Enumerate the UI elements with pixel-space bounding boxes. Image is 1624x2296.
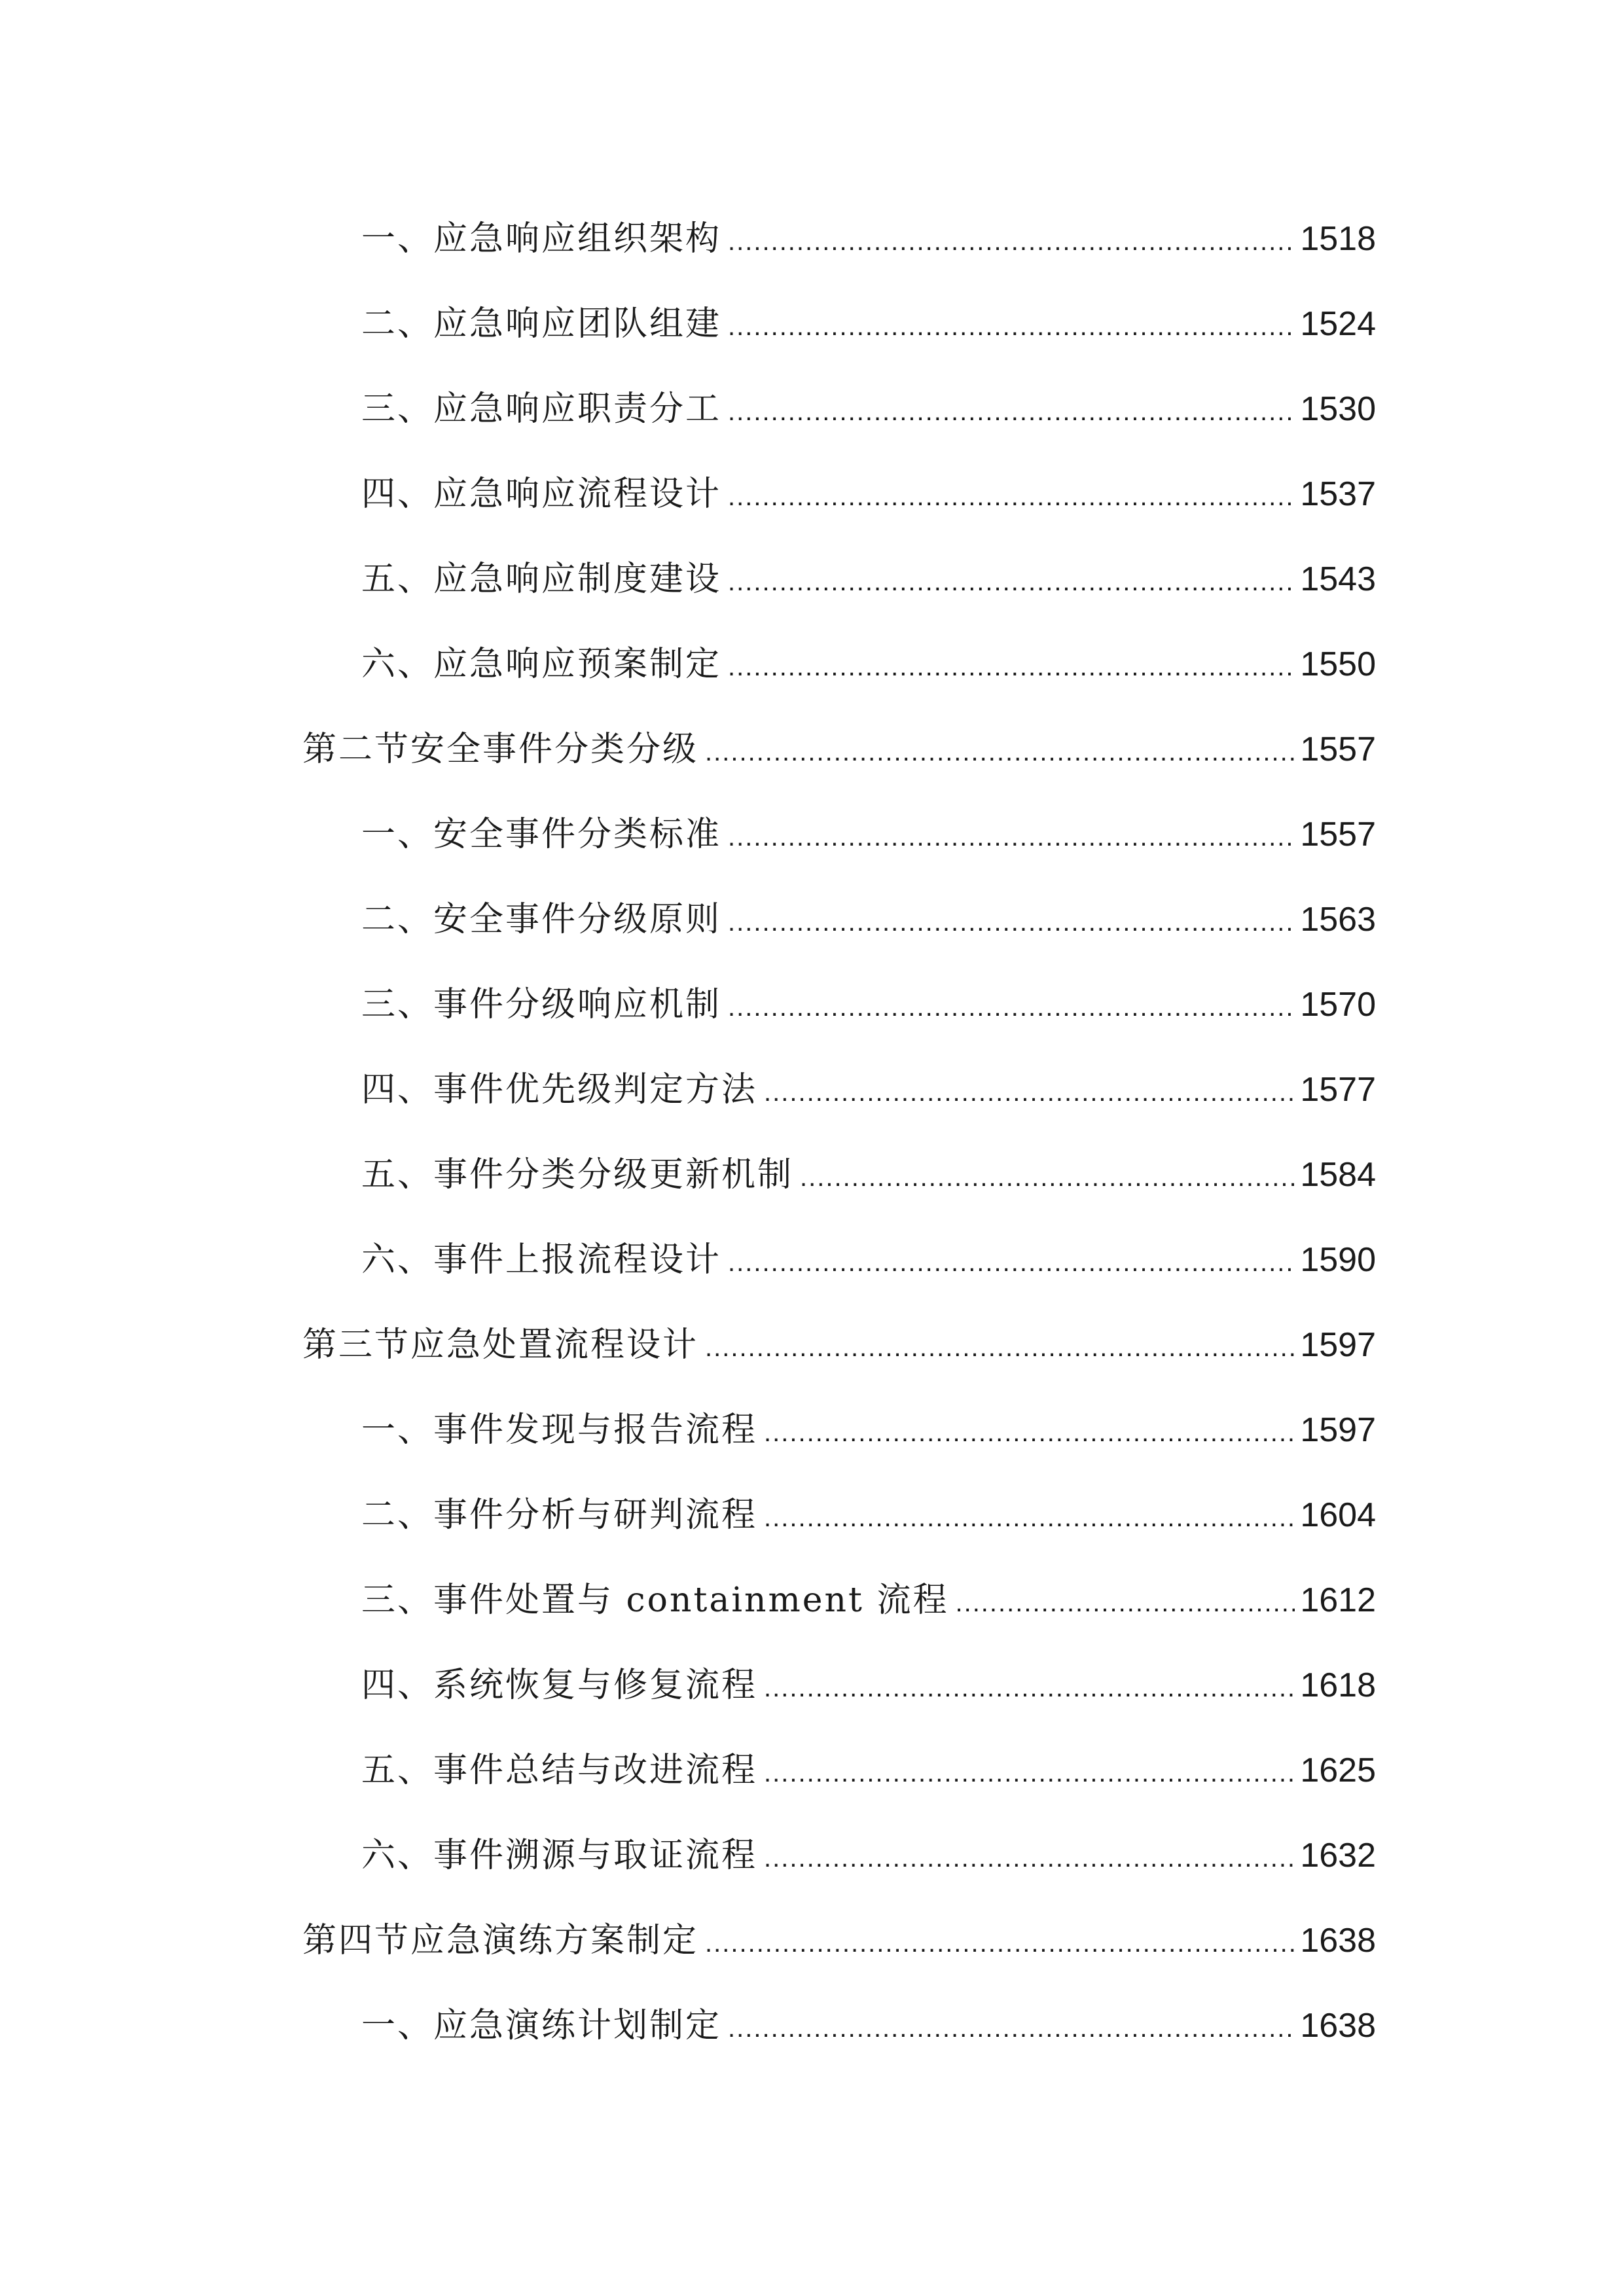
- toc-page-number: 1570: [1300, 986, 1376, 1024]
- toc-entry-title: 二、事件分析与研判流程: [361, 1496, 758, 1535]
- toc-entry-title: 四、应急响应流程设计: [361, 475, 722, 514]
- toc-page-number: 1597: [1300, 1411, 1376, 1449]
- toc-page-number: 1557: [1300, 730, 1376, 768]
- toc-subsection-entry[interactable]: [302, 1577, 1376, 1662]
- toc-dot-leader: [728, 219, 1295, 264]
- toc-dot-leader: [705, 1325, 1295, 1371]
- toc-dot-leader: [705, 1920, 1295, 1966]
- toc-subsection-entry[interactable]: [302, 1748, 1376, 1833]
- toc-subsection-entry[interactable]: [302, 1237, 1376, 1322]
- toc-page-number: 1638: [1300, 1922, 1376, 1960]
- toc-dot-leader: [728, 304, 1295, 350]
- toc-page-number: 1524: [1300, 305, 1376, 343]
- toc-page-number: 1618: [1300, 1666, 1376, 1704]
- toc-entry-title: 一、应急响应组织架构: [361, 219, 722, 259]
- toc-entry-title: 第二节安全事件分类分级: [302, 730, 699, 769]
- toc-dot-leader: [955, 1580, 1295, 1626]
- toc-page-number: 1577: [1300, 1071, 1376, 1109]
- toc-page-number: 1537: [1300, 475, 1376, 513]
- toc-dot-leader: [728, 814, 1295, 860]
- toc-page-number: 1543: [1300, 560, 1376, 598]
- toc-subsection-entry[interactable]: [302, 2003, 1376, 2088]
- toc-page-number: 1518: [1300, 220, 1376, 258]
- toc-dot-leader: [764, 1835, 1295, 1881]
- toc-subsection-entry[interactable]: [302, 1152, 1376, 1237]
- toc-dot-leader: [764, 1665, 1295, 1711]
- toc-page-number: 1597: [1300, 1326, 1376, 1364]
- toc-dot-leader: [764, 1069, 1295, 1115]
- toc-subsection-entry[interactable]: [302, 1492, 1376, 1577]
- toc-page-number: 1563: [1300, 901, 1376, 939]
- toc-subsection-entry[interactable]: [302, 1067, 1376, 1152]
- toc-entry-title: 六、应急响应预案制定: [361, 645, 722, 684]
- toc-subsection-entry[interactable]: [302, 471, 1376, 556]
- toc-entry-title: 第三节应急处置流程设计: [302, 1325, 699, 1365]
- toc-dot-leader: [728, 474, 1295, 520]
- toc-page-number: 1584: [1300, 1156, 1376, 1194]
- toc-page-number: 1604: [1300, 1496, 1376, 1534]
- toc-entry-title: 六、事件上报流程设计: [361, 1240, 722, 1280]
- toc-entry-title: 三、事件分级响应机制: [361, 985, 722, 1024]
- toc-dot-leader: [764, 1495, 1295, 1541]
- toc-dot-leader: [728, 389, 1295, 435]
- toc-dot-leader: [764, 1750, 1295, 1796]
- toc-page-number: 1557: [1300, 816, 1376, 853]
- toc-subsection-entry[interactable]: [302, 812, 1376, 897]
- toc-subsection-entry[interactable]: [302, 386, 1376, 471]
- toc-page-number: 1632: [1300, 1837, 1376, 1874]
- toc-entry-title: 第四节应急演练方案制定: [302, 1921, 699, 1960]
- toc-dot-leader: [728, 984, 1295, 1030]
- toc-subsection-entry[interactable]: [302, 556, 1376, 641]
- toc-page-number: 1625: [1300, 1751, 1376, 1789]
- toc-page-number: 1638: [1300, 2007, 1376, 2045]
- toc-entry-title: 一、事件发现与报告流程: [361, 1410, 758, 1450]
- toc-dot-leader: [728, 1240, 1295, 1285]
- toc-page-number: 1550: [1300, 645, 1376, 683]
- toc-page-number: 1612: [1300, 1581, 1376, 1619]
- toc-dot-leader: [764, 1410, 1295, 1456]
- toc-entry-title: 一、安全事件分类标准: [361, 815, 722, 854]
- toc-entry-title: 五、事件总结与改进流程: [361, 1751, 758, 1790]
- toc-entry-title: 二、应急响应团队组建: [361, 304, 722, 344]
- toc-dot-leader: [728, 899, 1295, 945]
- toc-dot-leader: [705, 729, 1295, 775]
- toc-subsection-entry[interactable]: [302, 301, 1376, 386]
- toc-dot-leader: [728, 644, 1295, 690]
- toc-page-number: 1590: [1300, 1241, 1376, 1279]
- toc-entry-title: 三、事件处置与 containment 流程: [361, 1581, 949, 1620]
- table-of-contents: [302, 216, 1376, 2088]
- toc-dot-leader: [800, 1155, 1295, 1200]
- toc-entry-title: 一、应急演练计划制定: [361, 2006, 722, 2045]
- toc-page-number: 1530: [1300, 390, 1376, 428]
- toc-dot-leader: [728, 559, 1295, 605]
- toc-subsection-entry[interactable]: [302, 1833, 1376, 1918]
- toc-dot-leader: [728, 2005, 1295, 2051]
- toc-entry-title: 四、系统恢复与修复流程: [361, 1666, 758, 1705]
- toc-entry-title: 六、事件溯源与取证流程: [361, 1836, 758, 1875]
- toc-subsection-entry[interactable]: [302, 982, 1376, 1067]
- toc-entry-title: 四、事件优先级判定方法: [361, 1070, 758, 1109]
- toc-subsection-entry[interactable]: [302, 1407, 1376, 1492]
- toc-section-entry[interactable]: [302, 1322, 1376, 1407]
- toc-entry-title: 三、应急响应职责分工: [361, 389, 722, 429]
- toc-entry-title: 二、安全事件分级原则: [361, 900, 722, 939]
- toc-section-entry[interactable]: [302, 726, 1376, 812]
- toc-entry-title: 五、事件分类分级更新机制: [361, 1155, 794, 1194]
- toc-subsection-entry[interactable]: [302, 1662, 1376, 1748]
- toc-subsection-entry[interactable]: [302, 216, 1376, 301]
- toc-subsection-entry[interactable]: [302, 641, 1376, 726]
- toc-subsection-entry[interactable]: [302, 897, 1376, 982]
- toc-section-entry[interactable]: [302, 1918, 1376, 2003]
- toc-entry-title: 五、应急响应制度建设: [361, 560, 722, 599]
